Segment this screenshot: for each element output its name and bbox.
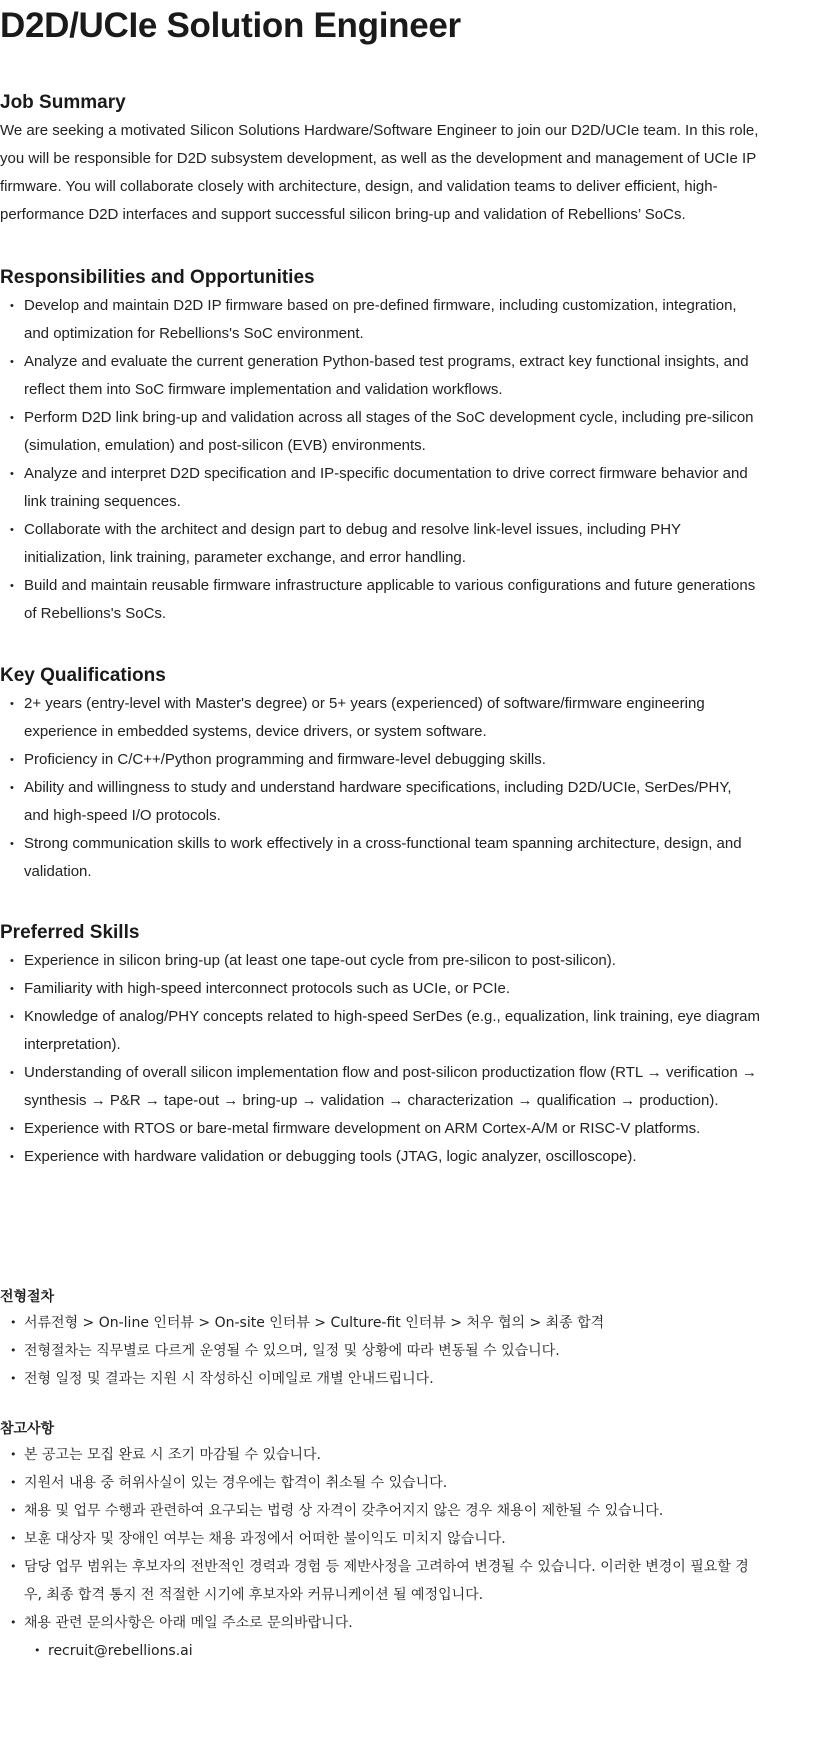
list-item: • Ability and willingness to study and understand hardware specifications, including D2D/UCIe, SerDes/PHY, and high-speed I/O protocols.	[0, 774, 760, 830]
list-item: • 전형절차는 직무별로 다르게 운영될 수 있으며, 일정 및 상황에 따라 변동될 수 있습니다.	[0, 1337, 760, 1365]
qualifications-section	[0, 662, 760, 886]
list-item: • Familiarity with high-speed interconnect protocols such as UCIe, or PCIe.	[0, 975, 760, 1003]
list-item: • Analyze and evaluate the current generation Python-based test programs, extract key functional insights, and reflect them into SoC firmware implementation and validation workflows.	[0, 348, 760, 404]
list-item: • Perform D2D link bring-up and validation across all stages of the SoC development cycle, including pre-silicon (simulation, emulation) and post-silicon (EVB) environments.	[0, 404, 760, 460]
list-item: • Experience in silicon bring-up (at least one tape-out cycle from pre-silicon to post-silicon).	[0, 947, 760, 975]
list-item: • 2+ years (entry-level with Master's degree) or 5+ years (experienced) of software/firmware engineering experience in embedded systems, device drivers, or system software.	[0, 690, 760, 746]
responsibilities-section	[0, 264, 760, 628]
page-title: D2D/UCIe Solution Engineer	[0, 6, 461, 45]
list-item: • Strong communication skills to work effectively in a cross-functional team spanning architecture, design, and validation.	[0, 830, 760, 886]
section-heading: Responsibilities and Opportunities	[0, 267, 315, 288]
list-item: • Knowledge of analog/PHY concepts related to high-speed SerDes (e.g., equalization, link training, eye diagram interpretation).	[0, 1003, 760, 1059]
preferred-skills-list	[0, 947, 760, 1171]
list-item: • Develop and maintain D2D IP firmware based on pre-defined firmware, including customization, integration, and optimization for Rebellions's SoC environment.	[0, 292, 760, 348]
contact-list	[0, 1637, 760, 1665]
contact-email[interactable]: • recruit@rebellions.ai	[0, 1637, 760, 1665]
list-item: • Understanding of overall silicon implementation flow and post-silicon productization flow (RTL → verification → synthesis → P&R → tape-out → bring-up → validation → characterization → qualification → production).	[0, 1059, 760, 1115]
list-item: • 전형 일정 및 결과는 지원 시 작성하신 이메일로 개별 안내드립니다.	[0, 1365, 760, 1393]
list-item: • Proficiency in C/C++/Python programming and firmware-level debugging skills.	[0, 746, 760, 774]
section-heading: Key Qualifications	[0, 665, 166, 686]
job-summary-section	[0, 89, 760, 229]
hiring-process-section	[0, 1285, 760, 1393]
list-item: • Build and maintain reusable firmware infrastructure applicable to various configurations and future generations of Rebellions's SoCs.	[0, 572, 760, 628]
list-item: • 지원서 내용 중 허위사실이 있는 경우에는 합격이 취소될 수 있습니다.	[0, 1469, 760, 1497]
preferred-skills-section	[0, 919, 760, 1171]
section-heading: 전형절차	[0, 1289, 55, 1305]
list-item: • 담당 업무 범위는 후보자의 전반적인 경력과 경험 등 제반사정을 고려하여 변경될 수 있습니다. 이러한 변경이 필요할 경우, 최종 합격 통지 전 적절한 시기에 후보자와 커뮤니케이션 될 예정입니다.	[0, 1553, 760, 1609]
section-heading: Preferred Skills	[0, 922, 140, 943]
list-item: • 서류전형 > On-line 인터뷰 > On-site 인터뷰 > Culture-fit 인터뷰 > 처우 협의 > 최종 합격	[0, 1309, 760, 1337]
notes-list	[0, 1441, 760, 1637]
list-item: • Analyze and interpret D2D specification and IP-specific documentation to drive correct firmware behavior and link training sequences.	[0, 460, 760, 516]
hiring-process-list	[0, 1309, 760, 1393]
qualifications-list	[0, 690, 760, 886]
responsibilities-list	[0, 292, 760, 628]
notes-section	[0, 1417, 760, 1665]
list-item: • 보훈 대상자 및 장애인 여부는 채용 과정에서 어떠한 불이익도 미치지 않습니다.	[0, 1525, 760, 1553]
job-summary-text: We are seeking a motivated Silicon Solutions Hardware/Software Engineer to join our D2D/UCIe team. In this role, you will be responsible for D2D subsystem development, as well as the development and management of UCIe IP firmware. You will collaborate closely with architecture, design, and validation teams to deliver efficient, high-performance D2D interfaces and support successful silicon bring-up and validation of Rebellions’ SoCs.	[0, 122, 759, 223]
section-heading: Job Summary	[0, 92, 126, 113]
list-item: • 본 공고는 모집 완료 시 조기 마감될 수 있습니다.	[0, 1441, 760, 1469]
list-item: • Experience with RTOS or bare-metal firmware development on ARM Cortex-A/M or RISC-V platforms.	[0, 1115, 760, 1143]
list-item: • Collaborate with the architect and design part to debug and resolve link-level issues, including PHY initialization, link training, parameter exchange, and error handling.	[0, 516, 760, 572]
list-item: • 채용 및 업무 수행과 관련하여 요구되는 법령 상 자격이 갖추어지지 않은 경우 채용이 제한될 수 있습니다.	[0, 1497, 760, 1525]
list-item: • Experience with hardware validation or debugging tools (JTAG, logic analyzer, oscilloscope).	[0, 1143, 760, 1171]
section-heading: 참고사항	[0, 1421, 55, 1437]
list-item: • 채용 관련 문의사항은 아래 메일 주소로 문의바랍니다.	[0, 1609, 760, 1637]
